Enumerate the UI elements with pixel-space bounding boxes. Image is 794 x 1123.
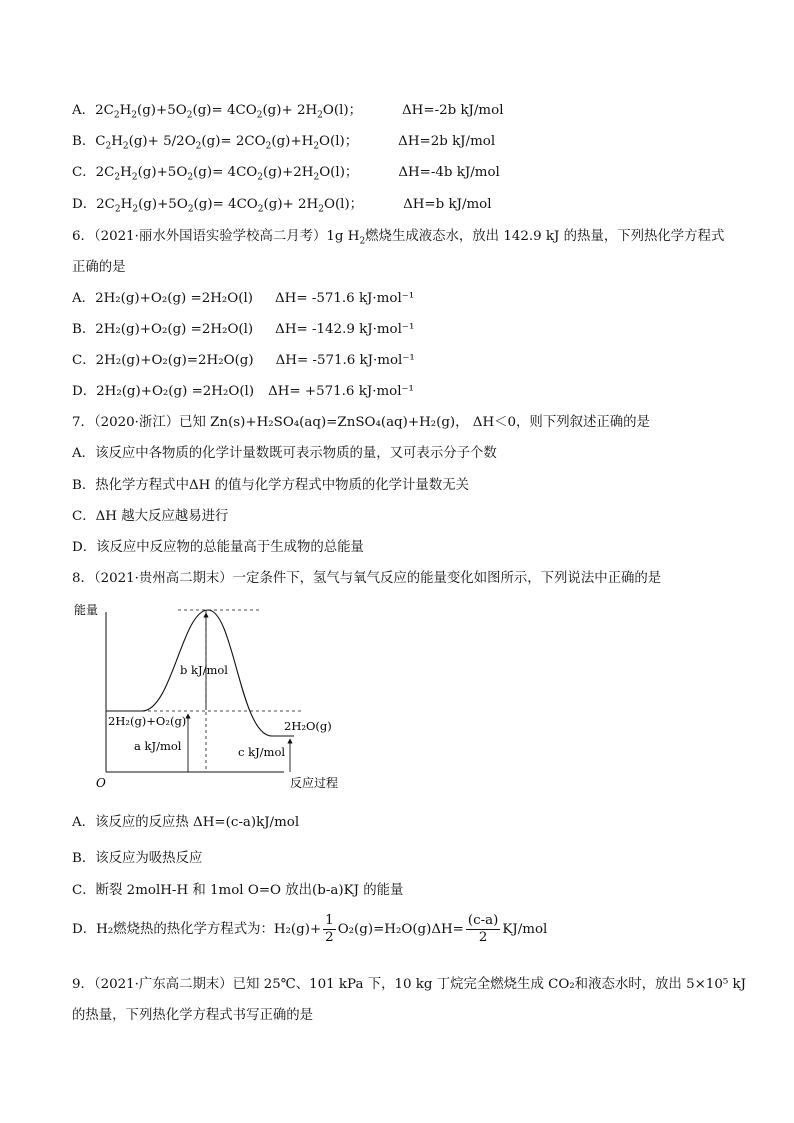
subscript: 2 [113, 110, 120, 121]
equation-part: O(l)； [319, 165, 359, 180]
subscript: 2 [187, 204, 194, 215]
equation-part: (g)+ 2H [262, 103, 318, 118]
subscript: 2 [313, 141, 320, 152]
subscript: 2 [114, 204, 121, 215]
equation-part: H [111, 134, 123, 149]
subscript: 2 [132, 204, 139, 215]
q7-option-c: C．ΔH 越大反应越易进行 [72, 509, 229, 524]
q6-option-c: C．2H₂(g)+O₂(g)=2H₂O(g) ΔH= -571.6 kJ·mol⁻¹ [72, 353, 415, 368]
fraction-half: $\frac{1}{2}$ [325, 913, 334, 945]
equation-part: (g)+ 2H [263, 197, 319, 212]
subscript: 2 [114, 172, 121, 183]
x-axis-label: 反应过程 [290, 776, 339, 790]
subscript: 2 [317, 110, 323, 121]
equation-part: (g)= 4CO [193, 197, 258, 212]
products-label: 2H₂O(g) [284, 719, 332, 733]
reactants-label: 2H₂(g)+O₂(g) [108, 714, 187, 728]
fraction-c-minus-a: $\frac{(c-a)}{2}$ [467, 913, 499, 945]
subscript: 2 [186, 110, 193, 121]
equation-part: 2C [95, 103, 114, 118]
q5-option-d: D．$2C_2H_2(g)+5O_2(g)= 4CO_2(g)+ 2H_2O(l)$； ΔH=b kJ/mol [72, 197, 492, 215]
q5-option-c: C．$2C_2H_2(g)+5O_2(g)= 4CO_2(g)+2H_2O(l)$； ΔH=-4b kJ/mol [72, 165, 500, 183]
q5-option-b: B．$C_2H_2(g)+ 5/2O_2(g)= 2CO_2(g)+H_2O(l)$； ΔH=2b kJ/mol [72, 134, 496, 152]
equation-part: (g)+2H [263, 165, 314, 180]
equation-part: 2C [96, 197, 115, 212]
subscript: 2 [265, 141, 272, 152]
subscript: 2 [105, 141, 112, 152]
equation-part: (g)= 4CO [193, 165, 258, 180]
q8-stem: 8．（2021·贵州高二期末）一定条件下，氢气与氧气反应的能量变化如图所示，下列说法中正确的是 [72, 571, 662, 586]
subscript: 2 [195, 141, 202, 152]
peak-label: b kJ/mol [180, 663, 228, 677]
equation-part: O(l)； [323, 197, 364, 212]
energy-diagram [72, 598, 362, 798]
subscript: 2 [257, 172, 264, 183]
subscript: 2 [122, 141, 129, 152]
equation-part: (g)= 2CO [201, 134, 266, 149]
equation-part: (g)+5O [137, 165, 188, 180]
equation-part: H [120, 197, 133, 212]
q6-option-a: A．2H₂(g)+O₂(g) =2H₂O(l) ΔH= -571.6 kJ·mol⁻¹ [72, 291, 415, 306]
equation-part: 2C [95, 165, 115, 180]
c-label: c kJ/mol [238, 745, 286, 759]
subscript: 2 [256, 110, 263, 121]
subscript: 2 [131, 172, 138, 183]
q6-option-d: D．2H₂(g)+O₂(g) =2H₂O(l) ΔH= +571.6 kJ·mol⁻¹ [72, 384, 414, 399]
equation-part: H [119, 103, 132, 118]
q6-stem-line2: 正确的是 [72, 260, 126, 275]
q9-stem-line2: 的热量，下列热化学方程式书写正确的是 [72, 1008, 314, 1023]
a-label: a kJ/mol [134, 739, 182, 753]
q8-option-d: D．H₂燃烧热的热化学方程式为：H₂(g)+ $\frac{1}{2}$ O₂(g)=H₂O(g)ΔH= $\frac{(c-a)}{2}$ KJ/mol [72, 913, 548, 945]
subscript: 2 [131, 110, 137, 121]
equation-part: H [120, 165, 132, 180]
equation-part: (g)+5O [136, 103, 187, 118]
origin-label: O [96, 776, 106, 790]
subscript: 2 [187, 172, 194, 183]
equation-part: (g)+5O [138, 197, 188, 212]
q7-option-d: D．该反应中反应物的总能量高于生成物的总能量 [72, 540, 364, 555]
subscript: 2 [257, 204, 264, 215]
q7-option-a: A．该反应中各物质的化学计量数既可表示物质的量，又可表示分子个数 [72, 446, 497, 461]
equation-part: (g)+H [271, 134, 314, 149]
equation-part: O(l)； [319, 134, 359, 149]
q6-stem-line1: 6．（2021·丽水外国语实验学校高二月考）1g $H_2$燃烧生成液态水，放出 142.9 kJ 的热量，下列热化学方程式 [72, 229, 725, 247]
q6-option-b: B．2H₂(g)+O₂(g) =2H₂O(l) ΔH= -142.9 kJ·mol⁻¹ [72, 322, 415, 337]
q8-option-c: C．断裂 2molH-H 和 1mol O=O 放出(b-a)KJ 的能量 [72, 883, 404, 898]
y-axis-label: 能量 [74, 603, 99, 617]
q8-option-b: B．该反应为吸热反应 [72, 851, 203, 866]
equation-part: O(l)； [322, 103, 362, 118]
subscript: 2 [313, 172, 320, 183]
equation-part: C [95, 134, 106, 149]
subscript: 2 [318, 204, 324, 215]
equation-part: (g)+ 5/2O [128, 134, 196, 149]
q7-stem: 7．（2020·浙江）已知 Zn(s)+H₂SO₄(aq)=ZnSO₄(aq)+H₂(g)， ΔH＜0，则下列叙述正确的是 [72, 415, 650, 430]
equation-part: (g)= 4CO [192, 103, 257, 118]
q9-stem-line1: 9．（2021·广东高二期末）已知 25℃、101 kPa 下，10 kg 丁烷完全燃烧生成 CO₂和液态水时，放出 5×10⁵ kJ [72, 977, 746, 992]
q8-option-a: A．该反应的反应热 ΔH=(c-a)kJ/mol [72, 815, 300, 830]
q5-option-a: A．$2C_2H_2(g)+5O_2(g)= 4CO_2(g)+ 2H_2O(l)$； ΔH=-2b kJ/mol [72, 103, 504, 121]
q7-option-b: B．热化学方程式中ΔH 的值与化学方程式中物质的化学计量数无关 [72, 478, 469, 493]
